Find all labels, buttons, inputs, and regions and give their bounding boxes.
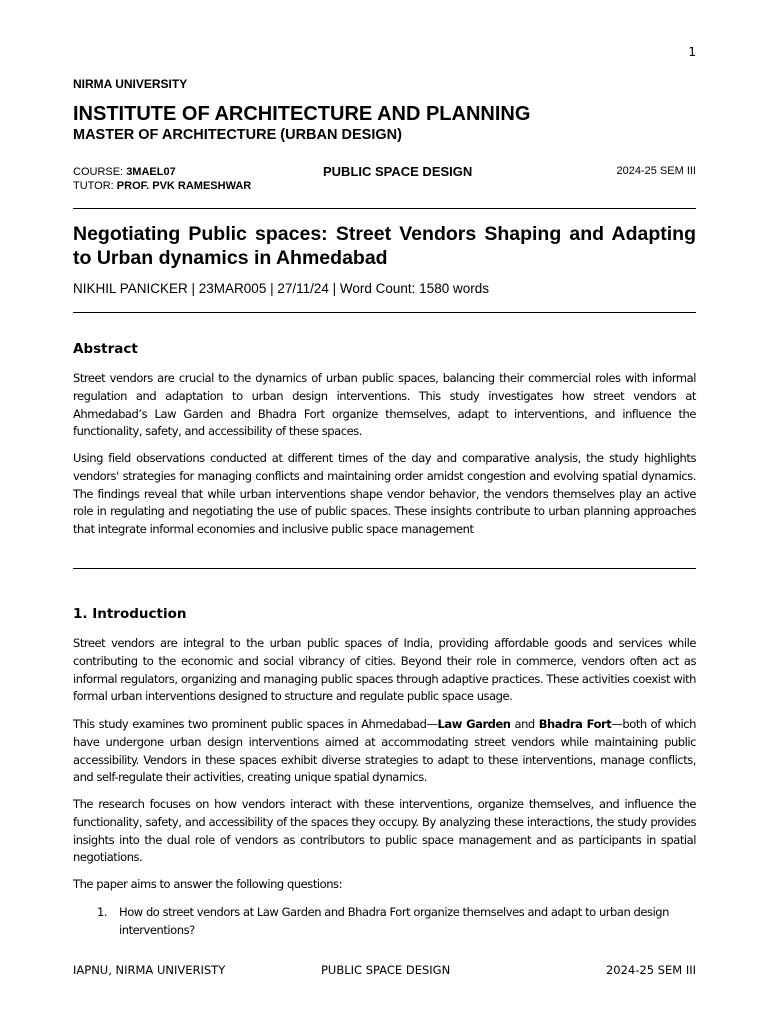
divider — [73, 208, 696, 209]
bhadra-fort-emphasis: Bhadra Fort — [538, 717, 612, 731]
university-name: NIRMA UNIVERSITY — [73, 77, 188, 91]
author-line: NIKHIL PANICKER | 23MAR005 | 27/11/24 | Word Count: 1580 words — [73, 281, 489, 296]
introduction-paragraph-3: The research focuses on how vendors interact with these interventions, organize themselves, and influence the functionality, safety, and accessibility of the spaces they occupy. By analyzing these interactions, the study provides insights into the dual role of vendors as contributors to public space management and as participants in spatial negotiations. — [73, 797, 696, 865]
question-text: How do street vendors at Law Garden and Bhadra Fort organize themselves and adapt to urban design interventions? — [119, 905, 669, 937]
abstract-paragraph-2: Using field observations conducted at different times of the day and comparative analysis, the study highlights vendors' strategies for managing conflicts and maintaining order amidst congestion and evolving spatial dynamics. The findings reveal that while urban interventions shape vendor behavior, the vendors themselves play an active role in regulating and negotiating the use of public spaces. These insights contribute to urban planning approaches that integrate informal economies and inclusive public space management — [73, 451, 696, 537]
law-garden-emphasis: Law Garden — [437, 717, 511, 731]
institute-name: INSTITUTE OF ARCHITECTURE AND PLANNING — [73, 103, 531, 125]
introduction-paragraph-4: The paper aims to answer the following questions: — [73, 877, 343, 891]
abstract-heading: Abstract — [73, 341, 138, 357]
paper-title: Negotiating Public spaces: Street Vendors Shaping and Adapting to Urban dynamics in Ahmedabad — [73, 223, 696, 269]
text-run: and — [510, 717, 539, 731]
footer-left: IAPNU, NIRMA UNIVERISTY — [73, 963, 226, 977]
question-number: 1. — [97, 905, 108, 919]
introduction-paragraph-1: Street vendors are integral to the urban public spaces of India, providing affordable goods and services while contributing to the economic and social vibrancy of cities. Beyond their role in commerce, vendors often act as informal regulators, organizing and managing public spaces through adaptive practices. These activities coexist with formal urban interventions designed to structure and regulate public space usage. — [73, 636, 696, 704]
course-details — [73, 165, 251, 193]
text-run: This study examines two prominent public spaces in Ahmedabad— — [73, 717, 438, 731]
semester: 2024-25 SEM III — [616, 165, 696, 177]
course-line — [73, 165, 251, 179]
tutor-label: TUTOR: — [73, 180, 117, 192]
divider — [73, 312, 696, 313]
tutor-line — [73, 179, 251, 193]
course-label: COURSE: — [73, 166, 127, 178]
abstract-paragraph-1: Street vendors are crucial to the dynamics of urban public spaces, balancing their commercial roles with informal regulation and adaptation to urban design interventions. This study investigates how street vendors at Ahmedabad’s Law Garden and Bhadra Fort organize themselves, adapt to interventions, and influence the functionality, safety, and accessibility of these spaces. — [73, 371, 696, 439]
introduction-heading: 1. Introduction — [73, 606, 187, 622]
tutor-name: PROF. PVK RAMESHWAR — [116, 180, 252, 192]
footer-right: 2024-25 SEM III — [605, 963, 696, 977]
document-page — [73, 0, 696, 1024]
course-name: PUBLIC SPACE DESIGN — [323, 164, 473, 179]
program-name: MASTER OF ARCHITECTURE (URBAN DESIGN) — [73, 127, 402, 143]
page-number: 1 — [688, 45, 696, 59]
divider — [73, 568, 696, 569]
course-code: 3MAEL07 — [126, 166, 176, 178]
introduction-paragraph-2 — [73, 716, 696, 787]
footer-center: PUBLIC SPACE DESIGN — [321, 963, 451, 977]
text-run: —both of which have undergone urban design interventions aimed at accommodating street vendors while maintaining public accessibility. Vendors in these spaces exhibit diverse strategies to adapt to these interventions, manage conflicts, and self-regulate their activities, creating unique spatial dynamics. — [73, 717, 697, 785]
